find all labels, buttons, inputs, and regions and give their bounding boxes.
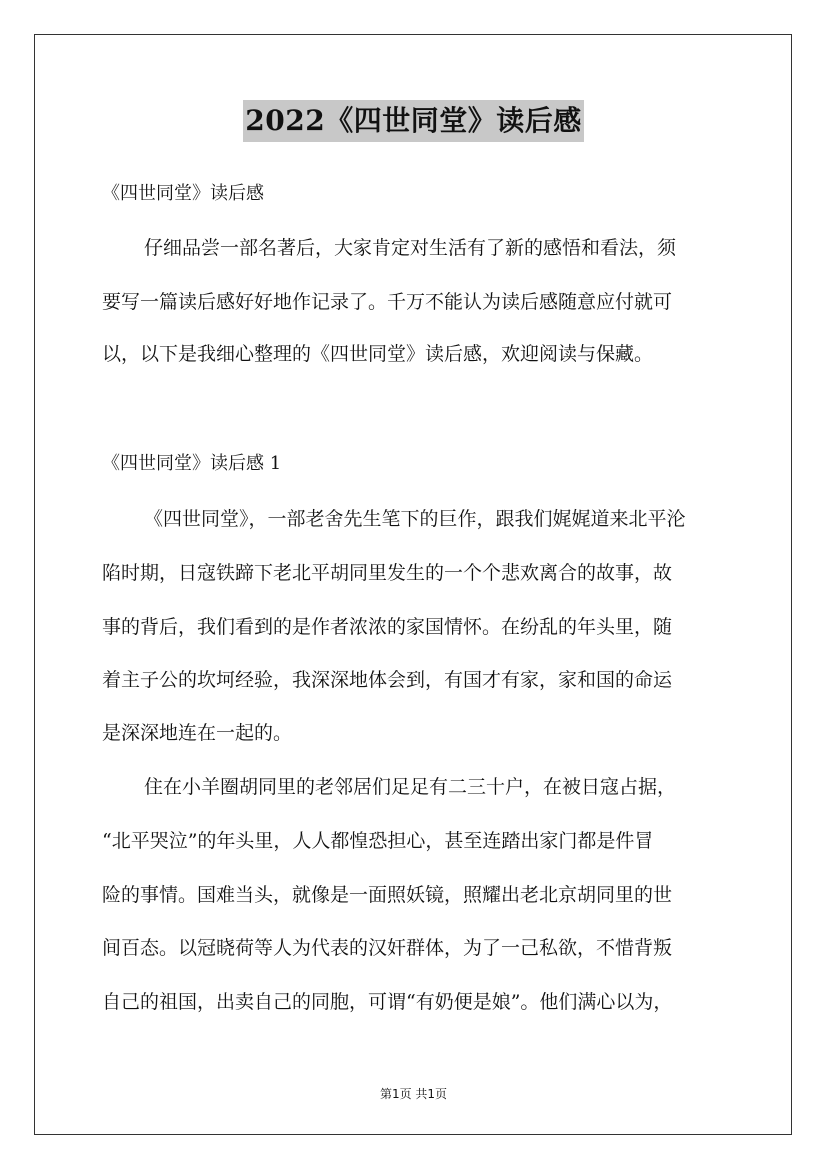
para1-line-1: 《四世同堂》，一部老舍先生笔下的巨作，跟我们娓娓道来北平沦 bbox=[144, 508, 686, 530]
subheading-review-1: 《四世同堂》读后感 1 bbox=[102, 453, 282, 474]
intro-line-3: 以，以下是我细心整理的《四世同堂》读后感，欢迎阅读与保藏。 bbox=[102, 343, 654, 365]
para1-line-3: 事的背后，我们看到的是作者浓浓的家国情怀。在纷乱的年头里，随 bbox=[102, 616, 673, 638]
intro-line-1: 仔细品尝一部名著后，大家肯定对生活有了新的感悟和看法，须 bbox=[144, 237, 677, 259]
page-footer: 第1页 共1页 bbox=[379, 1087, 448, 1101]
title-wrap bbox=[0, 100, 827, 142]
para1-line-5: 是深深地连在一起的。 bbox=[102, 722, 293, 744]
para2-line-2: “北平哭泣”的年头里，人人都惶恐担心，甚至连踏出家门都是件冒 bbox=[102, 830, 654, 852]
para2-line-5: 自己的祖国，出卖自己的同胞，可谓“有奶便是娘”。他们满心以为， bbox=[102, 991, 673, 1013]
para2-line-4: 间百态。以冠晓荷等人为代表的汉奸群体，为了一己私欲，不惜背叛 bbox=[102, 937, 673, 959]
para1-line-2: 陷时期，日寇铁蹄下老北平胡同里发生的一个个悲欢离合的故事，故 bbox=[102, 562, 673, 584]
document-title: 2022《四世同堂》读后感 bbox=[243, 100, 583, 142]
para1-line-4: 着主子公的坎坷经验，我深深地体会到，有国才有家，家和国的命运 bbox=[102, 669, 673, 691]
para2-line-3: 险的事情。国难当头，就像是一面照妖镜，照耀出老北京胡同里的世 bbox=[102, 884, 673, 906]
subheading-intro: 《四世同堂》读后感 bbox=[102, 183, 264, 204]
para2-line-1: 住在小羊圈胡同里的老邻居们足足有二三十户，在被日寇占据， bbox=[144, 776, 677, 798]
intro-line-2: 要写一篇读后感好好地作记录了。千万不能认为读后感随意应付就可 bbox=[102, 291, 673, 313]
